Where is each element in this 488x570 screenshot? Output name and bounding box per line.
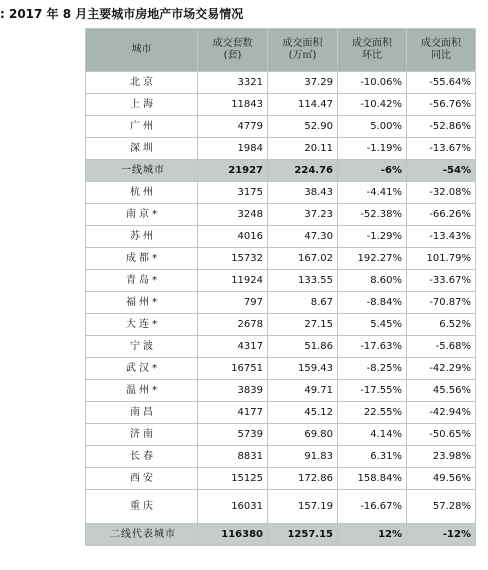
- subtotal-row: [86, 160, 476, 182]
- header-area-line1: 成交面积: [282, 38, 323, 49]
- header-city-line1: 城市: [131, 44, 152, 55]
- yoy-cell: 57.28%: [407, 490, 476, 524]
- header-units-line1: 成交套数: [212, 38, 253, 49]
- area-cell: 49.71: [268, 380, 338, 402]
- table-body: [86, 72, 476, 546]
- city-cell: 深圳: [86, 138, 198, 160]
- header-area: [268, 29, 338, 72]
- area-cell: 47.30: [268, 226, 338, 248]
- mom-cell: -52.38%: [338, 204, 407, 226]
- units-cell: 1984: [198, 138, 268, 160]
- area-cell: 52.90: [268, 116, 338, 138]
- city-cell: 济南: [86, 424, 198, 446]
- yoy-cell: -13.43%: [407, 226, 476, 248]
- mom-cell: -1.29%: [338, 226, 407, 248]
- yoy-cell: -5.68%: [407, 336, 476, 358]
- city-cell: 上海: [86, 94, 198, 116]
- mom-cell: -4.41%: [338, 182, 407, 204]
- subtotal-row: [86, 524, 476, 546]
- units-cell: 4779: [198, 116, 268, 138]
- units-cell: 4177: [198, 402, 268, 424]
- units-cell: 16031: [198, 490, 268, 524]
- mom-cell: 12%: [338, 524, 407, 546]
- area-cell: 1257.15: [268, 524, 338, 546]
- mom-cell: 22.55%: [338, 402, 407, 424]
- city-cell: 武汉*: [86, 358, 198, 380]
- city-cell: 广州: [86, 116, 198, 138]
- area-cell: 37.23: [268, 204, 338, 226]
- market-transactions-table: [85, 28, 476, 546]
- city-cell: 温州*: [86, 380, 198, 402]
- area-cell: 45.12: [268, 402, 338, 424]
- area-cell: 91.83: [268, 446, 338, 468]
- table-row: [86, 380, 476, 402]
- area-cell: 20.11: [268, 138, 338, 160]
- mom-cell: 158.84%: [338, 468, 407, 490]
- header-mom-line2: 环比: [362, 50, 382, 61]
- table-row: [86, 314, 476, 336]
- area-cell: 172.86: [268, 468, 338, 490]
- table-row: [86, 490, 476, 524]
- table-row: [86, 402, 476, 424]
- header-row: [86, 29, 476, 72]
- area-cell: 224.76: [268, 160, 338, 182]
- units-cell: 116380: [198, 524, 268, 546]
- units-cell: 15732: [198, 248, 268, 270]
- city-cell: 重庆: [86, 490, 198, 524]
- units-cell: 797: [198, 292, 268, 314]
- yoy-cell: -42.29%: [407, 358, 476, 380]
- units-cell: 3248: [198, 204, 268, 226]
- area-cell: 69.80: [268, 424, 338, 446]
- table-row: [86, 424, 476, 446]
- table-row: [86, 138, 476, 160]
- header-mom: [338, 29, 407, 72]
- yoy-cell: -52.86%: [407, 116, 476, 138]
- mom-cell: 5.00%: [338, 116, 407, 138]
- table-row: [86, 72, 476, 94]
- yoy-cell: -70.87%: [407, 292, 476, 314]
- mom-cell: 4.14%: [338, 424, 407, 446]
- yoy-cell: -50.65%: [407, 424, 476, 446]
- mom-cell: 8.60%: [338, 270, 407, 292]
- yoy-cell: -66.26%: [407, 204, 476, 226]
- header-units-line2: (套): [223, 50, 242, 61]
- mom-cell: -6%: [338, 160, 407, 182]
- units-cell: 5739: [198, 424, 268, 446]
- table-row: [86, 468, 476, 490]
- units-cell: 3321: [198, 72, 268, 94]
- header-city: [86, 29, 198, 72]
- mom-cell: -8.25%: [338, 358, 407, 380]
- area-cell: 159.43: [268, 358, 338, 380]
- mom-cell: -17.55%: [338, 380, 407, 402]
- units-cell: 3839: [198, 380, 268, 402]
- yoy-cell: 45.56%: [407, 380, 476, 402]
- mom-cell: 192.27%: [338, 248, 407, 270]
- units-cell: 2678: [198, 314, 268, 336]
- units-cell: 21927: [198, 160, 268, 182]
- header-yoy: [407, 29, 476, 72]
- units-cell: 15125: [198, 468, 268, 490]
- yoy-cell: -42.94%: [407, 402, 476, 424]
- yoy-cell: -55.64%: [407, 72, 476, 94]
- mom-cell: -8.84%: [338, 292, 407, 314]
- yoy-cell: -12%: [407, 524, 476, 546]
- area-cell: 8.67: [268, 292, 338, 314]
- mom-cell: -10.42%: [338, 94, 407, 116]
- city-cell: 南京*: [86, 204, 198, 226]
- yoy-cell: -56.76%: [407, 94, 476, 116]
- yoy-cell: -33.67%: [407, 270, 476, 292]
- area-cell: 38.43: [268, 182, 338, 204]
- header-yoy-line1: 成交面积: [421, 38, 461, 49]
- table-row: [86, 336, 476, 358]
- city-cell: 青岛*: [86, 270, 198, 292]
- table-row: [86, 116, 476, 138]
- units-cell: 4016: [198, 226, 268, 248]
- yoy-cell: -54%: [407, 160, 476, 182]
- header-units: [198, 29, 268, 72]
- city-cell: 成都*: [86, 248, 198, 270]
- table-title: : 2017 年 8 月主要城市房地产市场交易情况: [0, 7, 244, 21]
- mom-cell: -10.06%: [338, 72, 407, 94]
- yoy-cell: -32.08%: [407, 182, 476, 204]
- yoy-cell: 23.98%: [407, 446, 476, 468]
- table-row: [86, 292, 476, 314]
- city-cell: 西安: [86, 468, 198, 490]
- table-row: [86, 204, 476, 226]
- table-row: [86, 270, 476, 292]
- area-cell: 37.29: [268, 72, 338, 94]
- units-cell: 3175: [198, 182, 268, 204]
- yoy-cell: 6.52%: [407, 314, 476, 336]
- table-row: [86, 446, 476, 468]
- table-row: [86, 358, 476, 380]
- mom-cell: -16.67%: [338, 490, 407, 524]
- header-mom-line1: 成交面积: [352, 38, 392, 49]
- units-cell: 11924: [198, 270, 268, 292]
- mom-cell: 5.45%: [338, 314, 407, 336]
- city-cell: 大连*: [86, 314, 198, 336]
- header-area-line2: (万㎡): [288, 50, 317, 61]
- city-cell: 福州*: [86, 292, 198, 314]
- mom-cell: -1.19%: [338, 138, 407, 160]
- table-row: [86, 94, 476, 116]
- city-cell: 宁波: [86, 336, 198, 358]
- yoy-cell: -13.67%: [407, 138, 476, 160]
- city-cell: 长春: [86, 446, 198, 468]
- mom-cell: 6.31%: [338, 446, 407, 468]
- area-cell: 133.55: [268, 270, 338, 292]
- area-cell: 114.47: [268, 94, 338, 116]
- area-cell: 27.15: [268, 314, 338, 336]
- header-yoy-line2: 同比: [431, 50, 451, 61]
- units-cell: 8831: [198, 446, 268, 468]
- table-row: [86, 248, 476, 270]
- area-cell: 51.86: [268, 336, 338, 358]
- yoy-cell: 49.56%: [407, 468, 476, 490]
- units-cell: 4317: [198, 336, 268, 358]
- area-cell: 167.02: [268, 248, 338, 270]
- city-cell: 二线代表城市: [86, 524, 198, 546]
- units-cell: 16751: [198, 358, 268, 380]
- city-cell: 北京: [86, 72, 198, 94]
- city-cell: 杭州: [86, 182, 198, 204]
- units-cell: 11843: [198, 94, 268, 116]
- city-cell: 一线城市: [86, 160, 198, 182]
- area-cell: 157.19: [268, 490, 338, 524]
- yoy-cell: 101.79%: [407, 248, 476, 270]
- city-cell: 苏州: [86, 226, 198, 248]
- mom-cell: -17.63%: [338, 336, 407, 358]
- table-row: [86, 226, 476, 248]
- city-cell: 南昌: [86, 402, 198, 424]
- table-row: [86, 182, 476, 204]
